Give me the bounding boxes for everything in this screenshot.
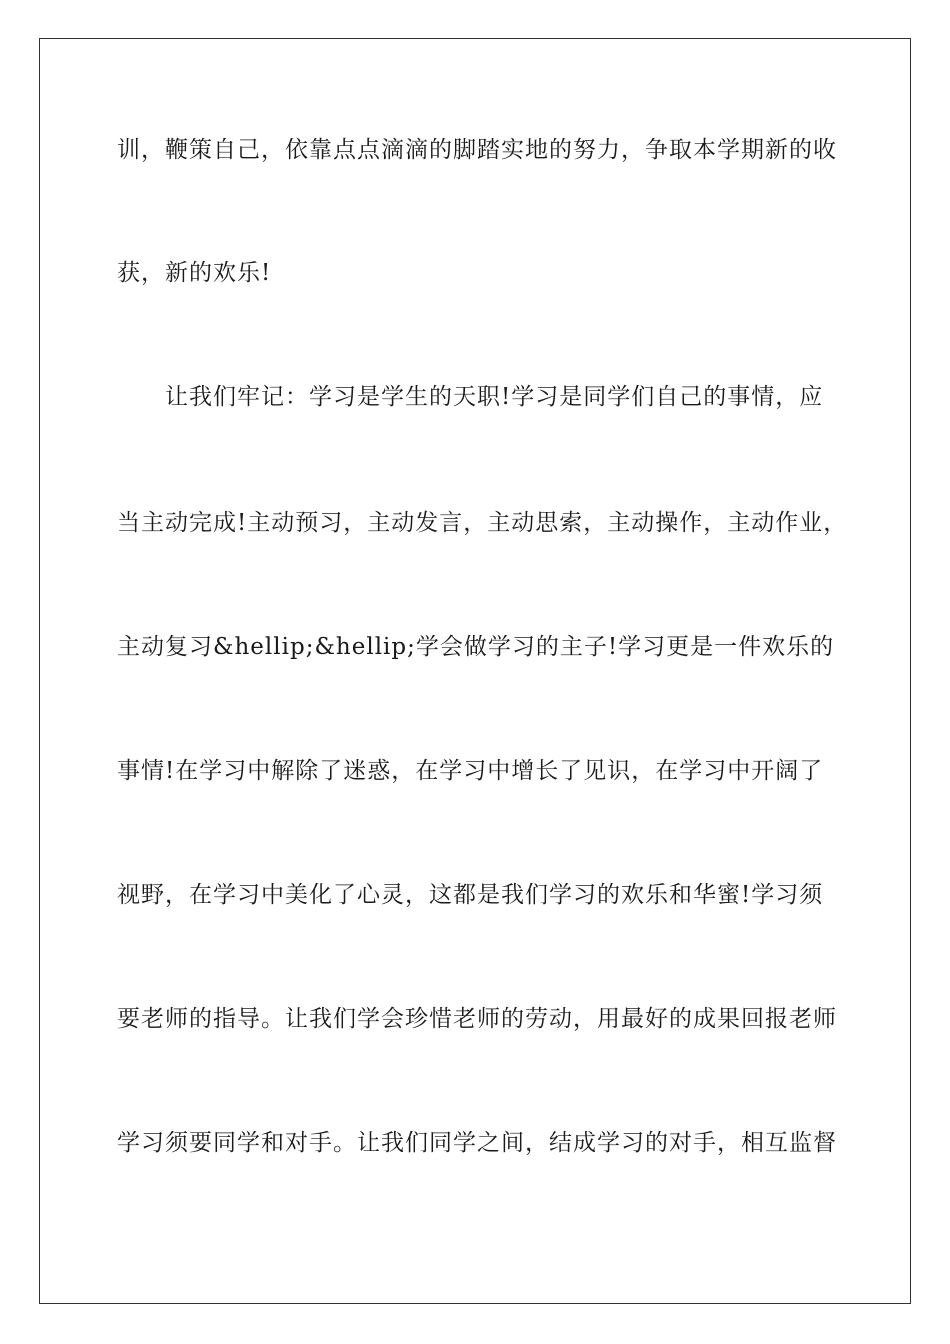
page-border [39, 38, 911, 1304]
text-line: 当主动完成!主动预习，主动发言，主动思索，主动操作，主动作业， [117, 510, 848, 536]
text-line: 学习须要同学和对手。让我们同学之间，结成学习的对手，相互监督 [117, 1130, 837, 1156]
text-line: 要老师的指导。让我们学会珍惜老师的劳动，用最好的成果回报老师 [117, 1006, 837, 1032]
text-line: 获，新的欢乐! [117, 260, 272, 286]
text-line: 视野，在学习中美化了心灵，这都是我们学习的欢乐和华蜜!学习须 [117, 882, 824, 908]
text-line: 主动复习&hellip;&hellip;学会做学习的主子!学习更是一件欢乐的 [117, 634, 835, 660]
text-line: 事情!在学习中解除了迷惑，在学习中增长了见识，在学习中开阔了 [117, 758, 824, 784]
text-line: 训，鞭策自己，依靠点点滴滴的脚踏实地的努力，争取本学期新的收 [117, 137, 837, 163]
text-line-paragraph-start: 让我们牢记：学习是学生的天职!学习是同学们自己的事情，应 [165, 384, 824, 410]
